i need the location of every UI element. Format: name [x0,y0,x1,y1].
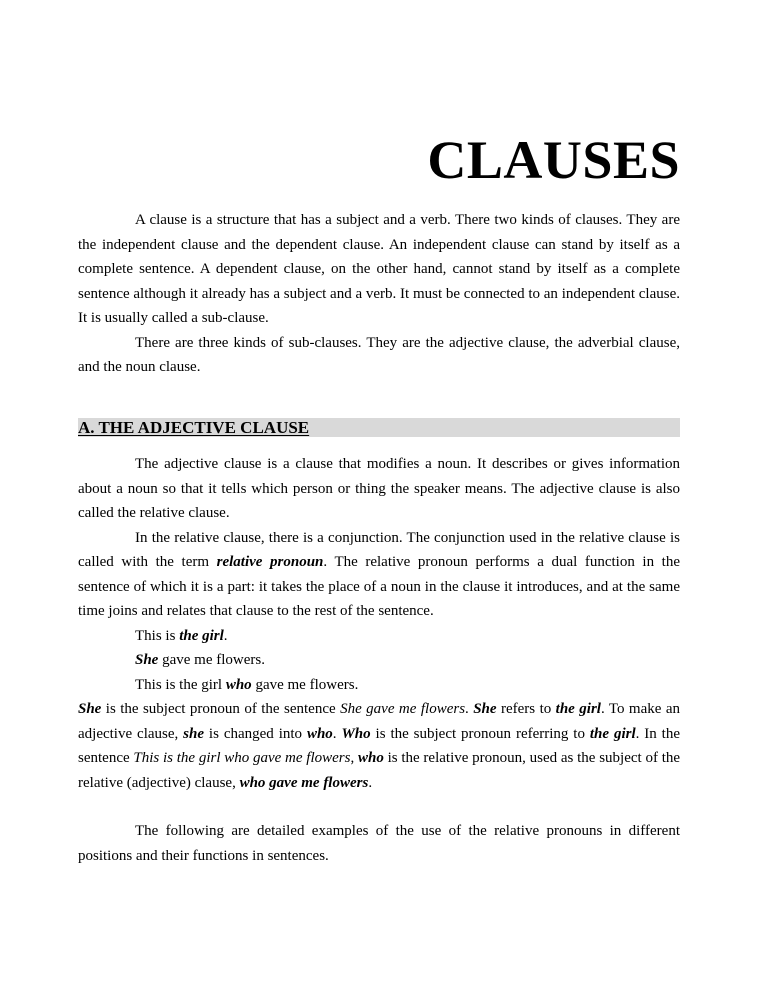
emphasis: the girl [589,725,636,742]
emphasis: the girl [555,701,601,717]
example-sentence-1 [78,624,680,649]
text-run: is the relative pronoun, used as the subject of the relative (adjective) clause, [78,750,681,791]
emphasis: who [225,676,252,693]
example-sentence-3 [78,673,680,698]
text-run: refers to [496,701,556,717]
text-run: This is [135,627,180,644]
emphasis: the girl [179,627,224,644]
text-run: . [368,774,373,791]
emphasis: who gave me flowers [239,774,369,791]
example-sentence-2 [78,648,680,673]
emphasis: She [473,701,497,717]
text-run: , [350,750,358,766]
emphasis: who [306,725,333,742]
intro-section [78,208,680,380]
adjective-paragraph-1: The adjective clause is a clause that modifies a noun. It describes or gives information about a noun so that it tells which person or thing the speaker means. The adjective clause is also called the relative clause. [78,456,680,521]
page-title: CLAUSES [427,130,680,190]
text-run: gave me flowers. [251,676,359,693]
section-heading-adjective-clause [78,418,680,437]
text-run: . [332,725,342,742]
explanation-paragraph [78,697,680,795]
intro-paragraph-2: There are three kinds of sub-clauses. They are the adjective clause, the adverbial clause, and the noun clause. [78,334,680,375]
intro-paragraph-1: A clause is a structure that has a subject and a verb. There two kinds of clauses. They are the independent clause and the dependent clause. An independent clause can stand by itself as a complete sentence. A dependent clause, on the other hand, cannot stand by itself as a complete sentence although it already has a subject and a verb. It must be connected to an independent clause. It is usually called a sub-clause. [78,212,680,326]
text-run: is the subject pronoun of the sentence [101,701,341,717]
text-run: gave me flowers. [158,652,265,668]
adjective-paragraph-2 [78,526,680,624]
text-run: In the relative clause, there is a conjunction. The conjunction used in the relative clause is called with the term [78,529,680,570]
emphasis: she [183,725,205,742]
text-run: This is the girl [135,676,226,693]
spacer [78,795,680,819]
italic-run: This is the girl who gave me flowers [133,750,351,766]
emphasis: who [357,750,384,766]
section-heading-text: A. THE ADJECTIVE CLAUSE [78,418,310,437]
text-run: . [465,701,474,717]
emphasis: She [78,701,102,717]
text-run: . To make an adjective clause, [78,701,680,742]
text-run: is changed into [204,725,307,742]
term-relative-pronoun: relative pronoun [216,554,324,570]
adjective-clause-section [78,452,680,868]
emphasis: Who [341,725,371,742]
emphasis: She [135,652,159,668]
italic-run: She gave me flowers [340,701,466,717]
adjective-paragraph-3: The following are detailed examples of the use of the relative pronouns in different positions and their functions in sentences. [78,823,680,864]
text-run: is the subject pronoun referring to [370,725,590,742]
text-run: . The relative pronoun performs a dual function in the sentence of which it is a part: it takes the place of a noun in the clause it introduces, and at the same time joins and relates that clause to the rest of the sentence. [78,554,680,619]
text-run: . [223,627,228,644]
text-run: . In the sentence [78,725,681,766]
